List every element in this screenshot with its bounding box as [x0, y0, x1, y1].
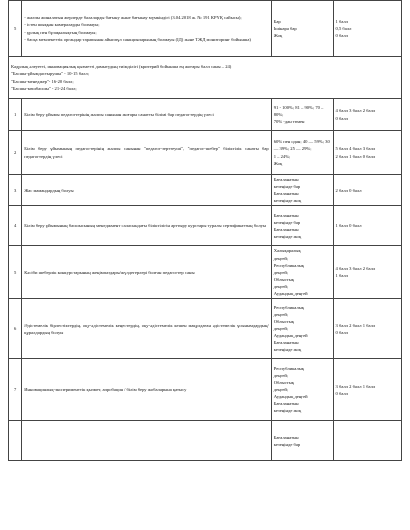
score-line: 0,5 балл: [335, 25, 352, 31]
section-header-line: "Басшы-ұйымдастырушы" - 10-15 балл;: [11, 71, 90, 77]
criteria-line: кезеңінде бар: [273, 184, 301, 190]
indicator-text: Білім беру ұйымының педагогтерінің жалпы санынан "педагог-зерттеуші", "педагог-шебер" біліктілік санаты бар педагогтердің үлесі: [22, 131, 271, 175]
indicator-text: Әдістемелік бірлестіктердің, оқу-әдістемелік кеңестердің, оқу-әдістемелік кешен мақұлдаған әдістемелік ұсынымдардың/құралдардың болуы: [22, 299, 271, 359]
criteria-cell: [271, 99, 333, 131]
row-number: 6: [9, 299, 22, 359]
criteria-table: [8, 0, 402, 461]
criteria-cell: [271, 131, 333, 175]
score-line: 0 балл: [335, 390, 348, 396]
score-line: 3 балл 2 балл 1 балл: [335, 322, 376, 328]
table-row: [9, 175, 402, 206]
criteria-line: кезеңінде жоқ: [273, 198, 302, 204]
score-line: 4 балл 3 балл 2 балл: [335, 266, 376, 272]
criteria-line: 1 – 24%;: [273, 153, 291, 159]
score-line: 0 балл: [335, 115, 348, 121]
section-header-line: Кадрлық әлеуетті, инновациялық қызметті дамытудың тиімділігі (критерий бойынша ең жоғары балл саны – 24): [11, 64, 232, 70]
score-line: 2 балл 1 балл 0 балл: [335, 153, 376, 159]
criteria-line: деңгей;: [273, 372, 289, 378]
score-cell: [333, 359, 401, 421]
indicator-text: [22, 421, 271, 461]
row-number: 2: [9, 131, 22, 175]
criteria-cell: [271, 246, 333, 299]
criteria-line: 70% -дан төмен: [273, 119, 305, 125]
section-header-line: "Басшы-көшбасшы" - 21-24 балл;: [11, 85, 77, 91]
criteria-line: Аудандық деңгей: [273, 291, 308, 297]
table-row: [9, 421, 402, 461]
criteria-line: деңгей;: [273, 283, 289, 289]
criteria-line: Бағаланатын: [273, 177, 299, 182]
table-row: [9, 206, 402, 246]
table-row: [9, 131, 402, 175]
score-cell: [333, 1, 401, 57]
score-line: 2 балл 0 балл: [335, 187, 362, 193]
indicator-line: - жалпы жиналатын жерлерде балаларды бағыну және бағынау мүмкіндігі (3.04.2018 ж. № 191 КРҮҚ сайысы);: [24, 15, 242, 21]
criteria-line: Бағаланатын: [273, 340, 299, 346]
criteria-line: Аудандық деңгей: [273, 333, 308, 339]
criteria-line: деңгей;: [273, 387, 289, 393]
criteria-line: деңгей;: [273, 311, 289, 317]
criteria-cell: [271, 206, 333, 246]
criteria-line: Облыстық: [273, 380, 295, 386]
indicator-line: - ұрлық пен бұзақылықтың болмауы;: [24, 29, 97, 35]
score-cell: [333, 299, 401, 359]
indicator-text: [22, 1, 271, 57]
criteria-line: кезеңінде бар: [273, 219, 301, 225]
section-header-row: [9, 57, 402, 99]
criteria-line: Бар: [273, 18, 281, 24]
criteria-line: Облыстық: [273, 276, 295, 282]
criteria-cell: [271, 1, 333, 57]
criteria-line: деңгей;: [273, 326, 289, 332]
score-line: 0 балл: [335, 33, 348, 39]
score-line: 1 балл: [335, 273, 348, 279]
criteria-line: кезеңінде жоқ: [273, 347, 302, 353]
indicator-text: Инновациялық-эксперименттік қызмет, апробация / білім беру жобаларына қатысу: [22, 359, 271, 421]
criteria-cell: [271, 299, 333, 359]
table-row: [9, 99, 402, 131]
criteria-line: Жоқ: [273, 33, 283, 39]
criteria-cell: [271, 421, 333, 461]
score-line: 1 балл: [335, 18, 348, 24]
table-row: [9, 299, 402, 359]
criteria-line: Бағаланатын: [273, 212, 299, 218]
score-line: 5 балл 4 балл 3 балл: [335, 146, 376, 152]
table-row: [9, 1, 402, 57]
indicator-text: Білім беру ұйымы педагогтерінің жалпы санынан жоғары санатты білімі бар педагогтердің үлесі: [22, 99, 271, 131]
criteria-line: деңгей;: [273, 269, 289, 275]
score-line: 0 балл: [335, 329, 348, 335]
score-cell: [333, 246, 401, 299]
criteria-line: Аудандық деңгей: [273, 394, 308, 400]
criteria-line: деңгей;: [273, 255, 289, 261]
indicator-text: Кәсіби шеберлік конкурстарының жеңімпаздары/жүлдегерлері болған педагогтер саны: [22, 246, 271, 299]
indicator-text: Жас мамандардың болуы: [22, 175, 271, 206]
criteria-cell: [271, 359, 333, 421]
criteria-line: Бағаланатын: [273, 191, 299, 197]
row-number: 3: [9, 175, 22, 206]
criteria-line: Ішінара бар: [273, 25, 297, 31]
criteria-line: Республикалық: [273, 304, 304, 310]
indicator-text: Білім беру ұйымының басшысының менеджмент саласындағы біліктілігін арттыру курстары туралы сертификаттың болуы: [22, 206, 271, 246]
section-header-line: "Басшы-менеджер"- 16-20 балл;: [11, 78, 74, 84]
section-header: [9, 57, 402, 99]
score-cell: [333, 175, 401, 206]
criteria-line: Республикалық: [273, 262, 304, 268]
criteria-line: кезеңінде бар: [273, 441, 301, 447]
criteria-line: Халықаралық: [273, 248, 301, 254]
table-row: [9, 246, 402, 299]
criteria-line: Жоқ: [273, 160, 283, 166]
criteria-line: 60% пен одан; 40 — 59%; 30 — 39%; 25 — 29%;: [273, 139, 330, 152]
row-number: 5: [9, 1, 22, 57]
criteria-line: кезеңінде жоқ: [273, 234, 302, 240]
table-row: [9, 359, 402, 421]
row-number: 5: [9, 246, 22, 299]
indicator-line: - басқа мемлекеттік органдар тарапынан айыппұл санкцияларының болмауы (ІД) және ТЖД мониторинг бойынша): [24, 36, 251, 42]
score-line: 4 балл 3 балл 2 балл: [335, 108, 376, 114]
row-number: [9, 421, 22, 461]
score-line: 1 балл 0 балл: [335, 223, 362, 229]
criteria-line: Республикалық: [273, 365, 304, 371]
score-cell: [333, 421, 401, 461]
criteria-cell: [271, 175, 333, 206]
criteria-line: 91 - 100%; 81 – 90%; 70 – 80%;: [273, 104, 324, 117]
row-number: 4: [9, 206, 22, 246]
criteria-line: кезеңінде жоқ: [273, 408, 302, 414]
score-line: 3 балл 2 балл 1 балл: [335, 383, 376, 389]
criteria-line: Облыстық: [273, 319, 295, 325]
score-cell: [333, 99, 401, 131]
score-cell: [333, 131, 401, 175]
row-number: 7: [9, 359, 22, 421]
score-cell: [333, 206, 401, 246]
criteria-line: Бағаланатын: [273, 226, 299, 232]
criteria-line: Бағаланатын: [273, 401, 299, 407]
row-number: 1: [9, 99, 22, 131]
indicator-line: - істен шыққан камераларды болмауы;: [24, 22, 100, 28]
criteria-line: Бағаланатын: [273, 434, 299, 440]
